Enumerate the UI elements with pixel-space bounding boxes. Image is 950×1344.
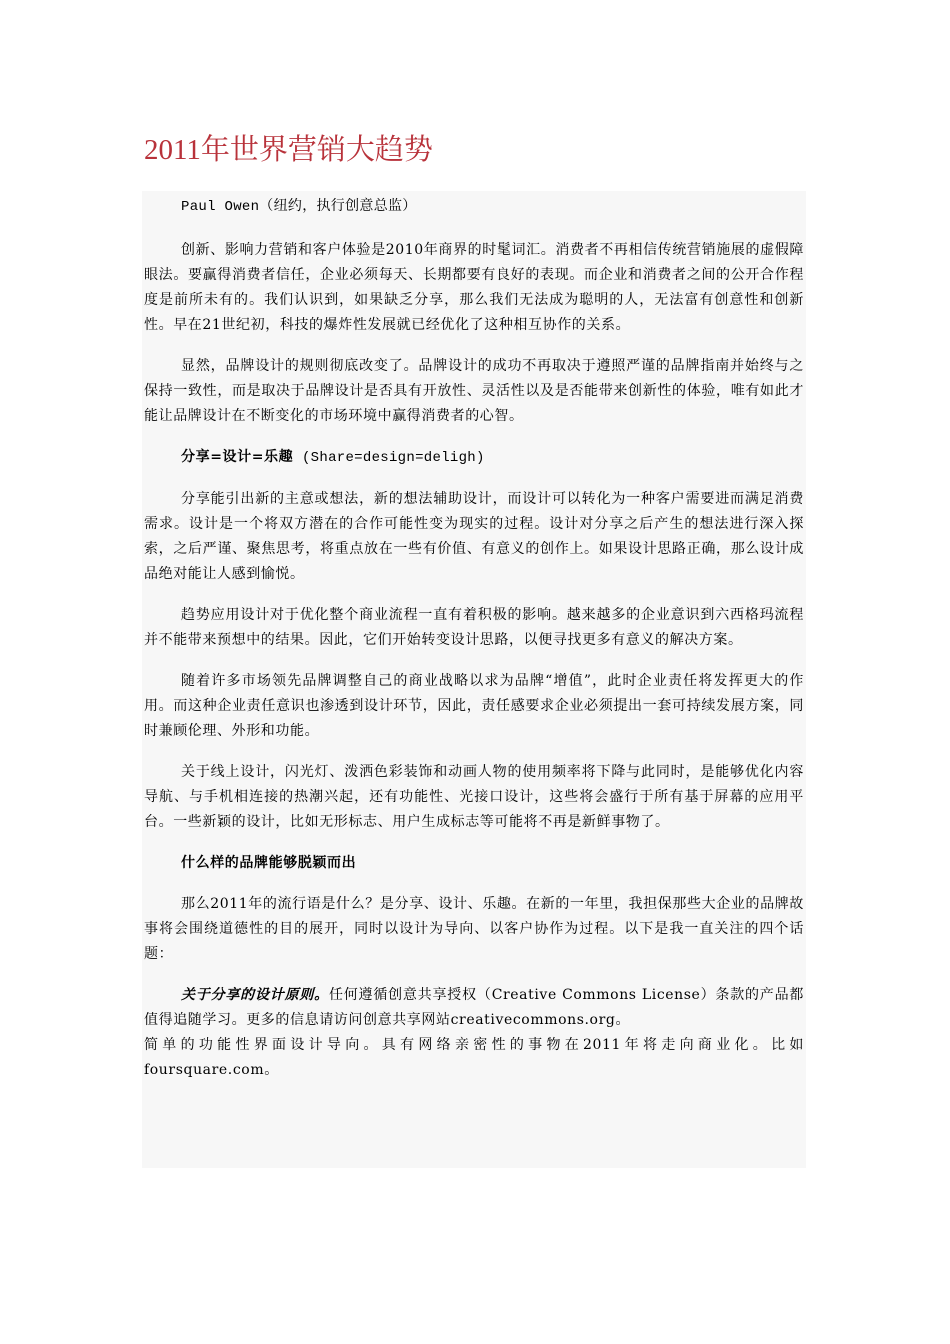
paragraph-2011-buzzwords: 那么2011年的流行语是什么？是分享、设计、乐趣。在新的一年里，我担保那些大企业的品牌故事将会围绕道德性的目的展开，同时以设计为导向、以客户协作为过程。以下是我一直关注的四个话题： bbox=[144, 896, 804, 962]
section-heading-cn: 分享=设计=乐趣 bbox=[181, 449, 294, 465]
paragraph-online-design: 关于线上设计，闪光灯、泼洒色彩装饰和动画人物的使用频率将下降与此同时，是能够优化内容导航、与手机相连接的热潮兴起，还有功能性、光接口设计，这些将会盛行于所有基于屏幕的应用平台。一些新颖的设计，比如无形标志、用户生成标志等可能将不再是新鲜事物了。 bbox=[144, 764, 804, 830]
paragraph-sharing-ideas: 分享能引出新的主意或想法，新的想法辅助设计，而设计可以转化为一种客户需要进而满足消费需求。设计是一个将双方潜在的合作可能性变为现实的过程。设计对分享之后产生的想法进行深入探索，之后严谨、聚焦思考，将重点放在一些有价值、有意义的创作上。如果设计思路正确，那么设计成品绝对能让人感到愉悦。 bbox=[144, 491, 804, 582]
paragraph-functional-interface: 简单的功能性界面设计导向。具有网络亲密性的事物在2011年将走向商业化。比如foursquare.com。 bbox=[144, 1037, 804, 1078]
paragraph-intro: 创新、影响力营销和客户体验是2010年商界的时髦词汇。消费者不再相信传统营销施展的虚假障眼法。要赢得消费者信任，企业必须每天、长期都要有良好的表现。而企业和消费者之间的公开合作程度是前所未有的。我们认识到，如果缺乏分享，那么我们无法成为聪明的人，无法富有创意性和创新性。早在21世纪初，科技的爆炸性发展就已经优化了这种相互协作的关系。 bbox=[144, 242, 804, 333]
article-body bbox=[142, 191, 806, 1168]
paragraph-trend-design: 趋势应用设计对于优化整个商业流程一直有着积极的影响。越来越多的企业意识到六西格玛流程并不能带来预想中的结果。因此，它们开始转变设计思路，以便寻找更多有意义的解决方案。 bbox=[144, 607, 804, 648]
section-heading-standout-brands: 什么样的品牌能够脱颖而出 bbox=[181, 855, 357, 871]
document-title: 2011年世界营销大趋势 bbox=[144, 134, 433, 166]
paragraph-corporate-responsibility: 随着许多市场领先品牌调整自己的商业战略以求为品牌“增值”，此时企业责任将发挥更大的作用。而这种企业责任意识也渗透到设计环节，因此，责任感要求企业必须提出一套可持续发展方案，同时兼顾伦理、外形和功能。 bbox=[144, 673, 804, 739]
section-heading-en: (Share=design=deligh) bbox=[293, 450, 485, 466]
paragraph-sharing-principles bbox=[144, 983, 804, 1033]
sharing-principles-text: 任何遵循创意共享授权（Creative Commons License）条款的产品都值得追随学习。更多的信息请访问创意共享网站creativecommons.org。 bbox=[144, 987, 804, 1028]
paragraph-brand-design-rules: 显然，品牌设计的规则彻底改变了。品牌设计的成功不再取决于遵照严谨的品牌指南并始终与之保持一致性，而是取决于品牌设计是否具有开放性、灵活性以及是否能带来创新性的体验，唯有如此才能让品牌设计在不断变化的市场环境中赢得消费者的心智。 bbox=[144, 358, 804, 424]
section-heading-share-design-delight bbox=[144, 445, 804, 471]
author-line: Paul Owen（纽约，执行创意总监） bbox=[181, 199, 417, 215]
emphasis-sharing-principles: 关于分享的设计原则。 bbox=[181, 987, 329, 1003]
